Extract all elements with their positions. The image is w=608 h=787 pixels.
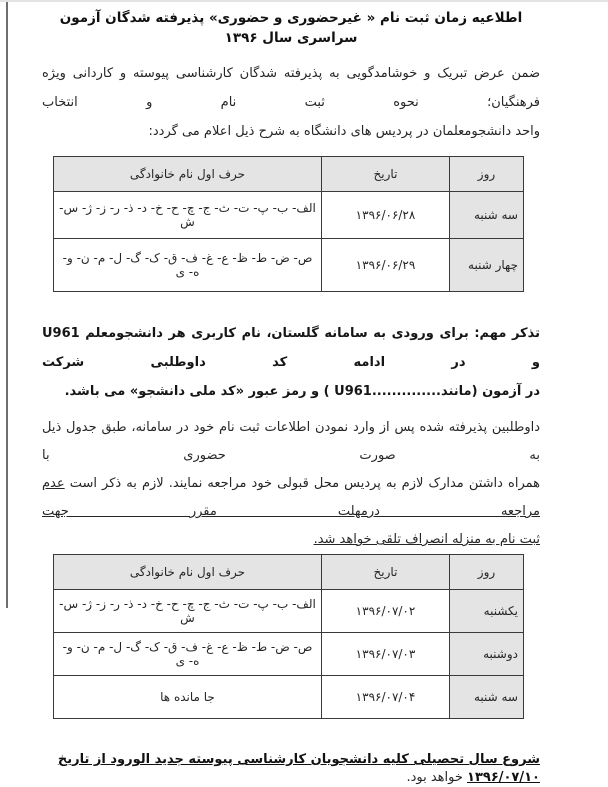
page-right-edge-line <box>6 2 8 608</box>
instructions-line-3 <box>42 526 540 554</box>
col-header-letters: حرف اول نام خانوادگی <box>54 157 322 192</box>
table-header-row <box>54 555 524 590</box>
date-cell: ۱۳۹۶/۰۷/۰۴ <box>322 676 450 719</box>
table-row <box>54 633 524 676</box>
footer-underlined-text: شروع سال تحصیلی کلیه دانشجویان کارشناسی پیوسته جدید الورود از تاریخ ۱۳۹۶/۰۷/۱۰ <box>57 752 540 785</box>
day-cell: چهار شنبه <box>450 239 524 292</box>
col-header-date: تاریخ <box>322 555 450 590</box>
note-line-1: تذکر مهم: برای ورودی به سامانه گلستان، نام کاربری هر دانشجومعلم U961 و در ادامه کد داوطلبی شرکت <box>42 326 540 370</box>
letters-cell: جا مانده ها <box>54 676 322 719</box>
table-header-row <box>54 157 524 192</box>
col-header-letters: حرف اول نام خانوادگی <box>54 555 322 590</box>
instructions-line-2-underlined: عدم مراجعه درمهلت مقرر جهت <box>42 476 540 519</box>
instructions-paragraph <box>42 414 540 554</box>
table-row <box>54 676 524 719</box>
date-cell: ۱۳۹۶/۰۷/۰۲ <box>322 590 450 633</box>
date-cell: ۱۳۹۶/۰۶/۲۹ <box>322 239 450 292</box>
col-header-day: روز <box>450 555 524 590</box>
important-note-paragraph <box>42 319 540 406</box>
letters-cell: الف- ب- پ- ت- ث- ج- چ- ح- خ- د- ذ- ر- ز- ژ- س- ش <box>54 192 322 239</box>
date-cell: ۱۳۹۶/۰۶/۲۸ <box>322 192 450 239</box>
letters-cell: ص- ض- ط- ظ- ع- غ- ف- ق- ک- گ- ل- م- ن- و- ه- ی <box>54 633 322 676</box>
instructions-line-1: داوطلبین پذیرفته شده پس از وارد نمودن اطلاعات ثبت نام خود در سامانه، طبق جدول ذیل به صورت حضوری با <box>42 420 540 463</box>
table-row <box>54 239 524 292</box>
intro-line-1: ضمن عرض تبریک و خوشامدگویی به پذیرفته شدگان کارشناسی پیوسته و کاردانی ویژه فرهنگیان؛ نحوه ثبت نام و انتخاب <box>42 66 540 110</box>
day-cell: یکشنبه <box>450 590 524 633</box>
day-cell: دوشنبه <box>450 633 524 676</box>
footer-suffix-text: خواهد بود. <box>406 770 468 785</box>
col-header-date: تاریخ <box>322 157 450 192</box>
letters-cell: الف- ب- پ- ت- ث- ج- چ- ح- خ- د- ذ- ر- ز- ژ- س- ش <box>54 590 322 633</box>
note-line-2: در آزمون (مانند..............U961 ) و رمز عبور «کد ملی دانشجو» می باشد. <box>64 384 540 399</box>
schedule-table-in-person <box>53 554 524 719</box>
footer-paragraph <box>42 751 540 787</box>
day-cell: سه شنبه <box>450 192 524 239</box>
table-row <box>54 590 524 633</box>
date-cell: ۱۳۹۶/۰۷/۰۳ <box>322 633 450 676</box>
intro-line-2: واحد دانشجومعلمان در پردیس های دانشگاه به شرح ذیل اعلام می گردد: <box>148 124 540 139</box>
day-cell: سه شنبه <box>450 676 524 719</box>
table-row <box>54 192 524 239</box>
letters-cell: ص- ض- ط- ظ- ع- غ- ف- ق- ک- گ- ل- م- ن- و- ه- ی <box>54 239 322 292</box>
col-header-day: روز <box>450 157 524 192</box>
instructions-line-2-normal: همراه داشتن مدارک لازم به پردیس محل قبولی خود مراجعه نمایند. لازم به ذکر است <box>64 476 540 491</box>
page-title: اطلاعیه زمان ثبت نام « غیرحضوری و حضوری» پذیرفته شدگان آزمون سراسری سال ۱۳۹۶ <box>59 10 523 46</box>
schedule-table-non-presence <box>53 156 524 292</box>
instructions-line-3-underlined: ثبت نام به منزله انصراف تلقی خواهد شد. <box>313 532 540 547</box>
instructions-line-2 <box>42 470 540 526</box>
intro-paragraph <box>42 59 540 146</box>
